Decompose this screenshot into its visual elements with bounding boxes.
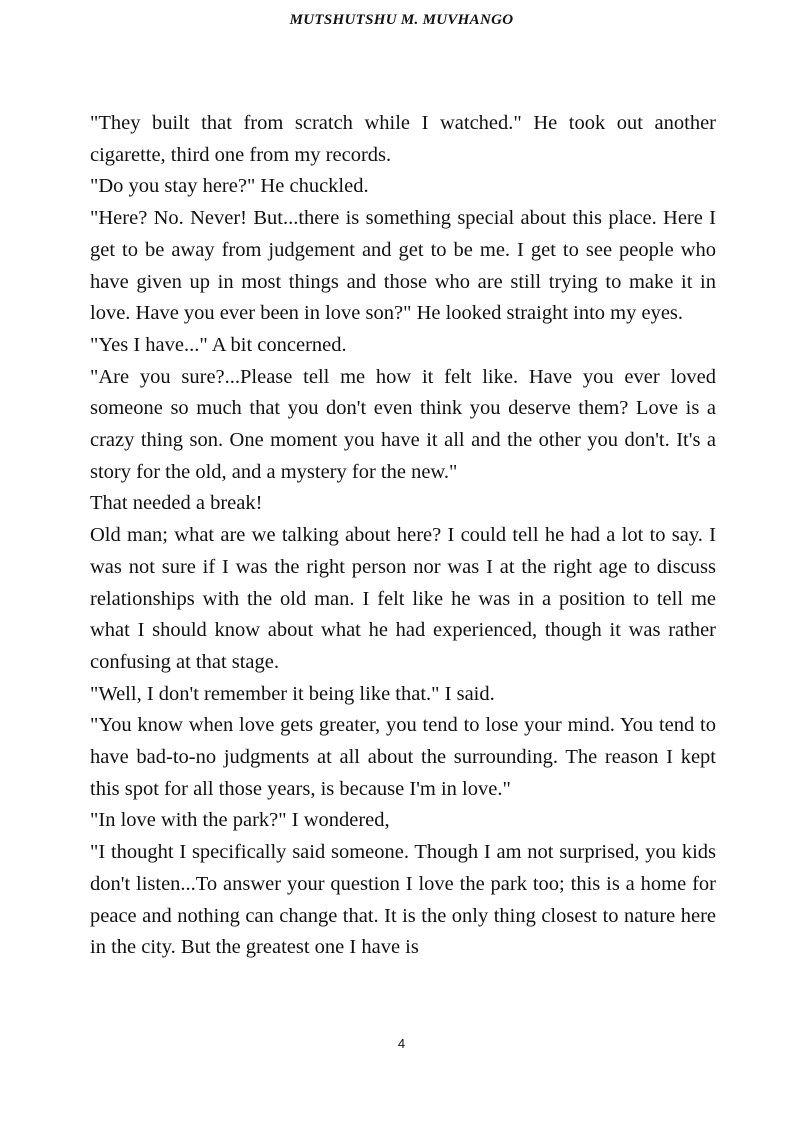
- paragraph: "I thought I specifically said someone. Though I am not surprised, you kids don't listen...To answer your question I love the park too; this is a home for peace and nothing can change that. It is the only thing closest to nature here in the city. But the greatest one I have is: [90, 841, 716, 959]
- body-text: [90, 108, 716, 964]
- paragraph: "Here? No. Never! But...there is something special about this place. Here I get to be away from judgement and get to be me. I get to see people who have given up in most things and those who are still trying to make it in love. Have you ever been in love son?" He looked straight into my eyes.: [90, 207, 716, 325]
- paragraph: "Well, I don't remember it being like that." I said.: [90, 682, 495, 705]
- paragraph: "They built that from scratch while I watched." He took out another cigarette, third one from my records.: [90, 112, 716, 166]
- paragraph: That needed a break!: [90, 492, 263, 515]
- paragraph: "In love with the park?" I wondered,: [90, 809, 390, 832]
- running-header: MUTSHUTSHU M. MUVHANGO: [289, 12, 514, 28]
- page-number: 4: [397, 1036, 406, 1051]
- paragraph: "Yes I have..." A bit concerned.: [90, 333, 347, 356]
- paragraph: "You know when love gets greater, you tend to lose your mind. You tend to have bad-to-no judgments at all about the surrounding. The reason I kept this spot for all those years, is because I'm in love.": [90, 714, 716, 800]
- paragraph: "Do you stay here?" He chuckled.: [90, 175, 369, 198]
- paragraph: "Are you sure?...Please tell me how it felt like. Have you ever loved someone so much that you don't even think you deserve them? Love is a crazy thing son. One moment you have it all and the other you don't. It's a story for the old, and a mystery for the new.": [90, 365, 716, 483]
- paragraph: Old man; what are we talking about here? I could tell he had a lot to say. I was not sure if I was the right person nor was I at the right age to discuss relationships with the old man. I felt like he was in a position to tell me what I should know about what he had experienced, though it was rather confusing at that stage.: [90, 524, 716, 673]
